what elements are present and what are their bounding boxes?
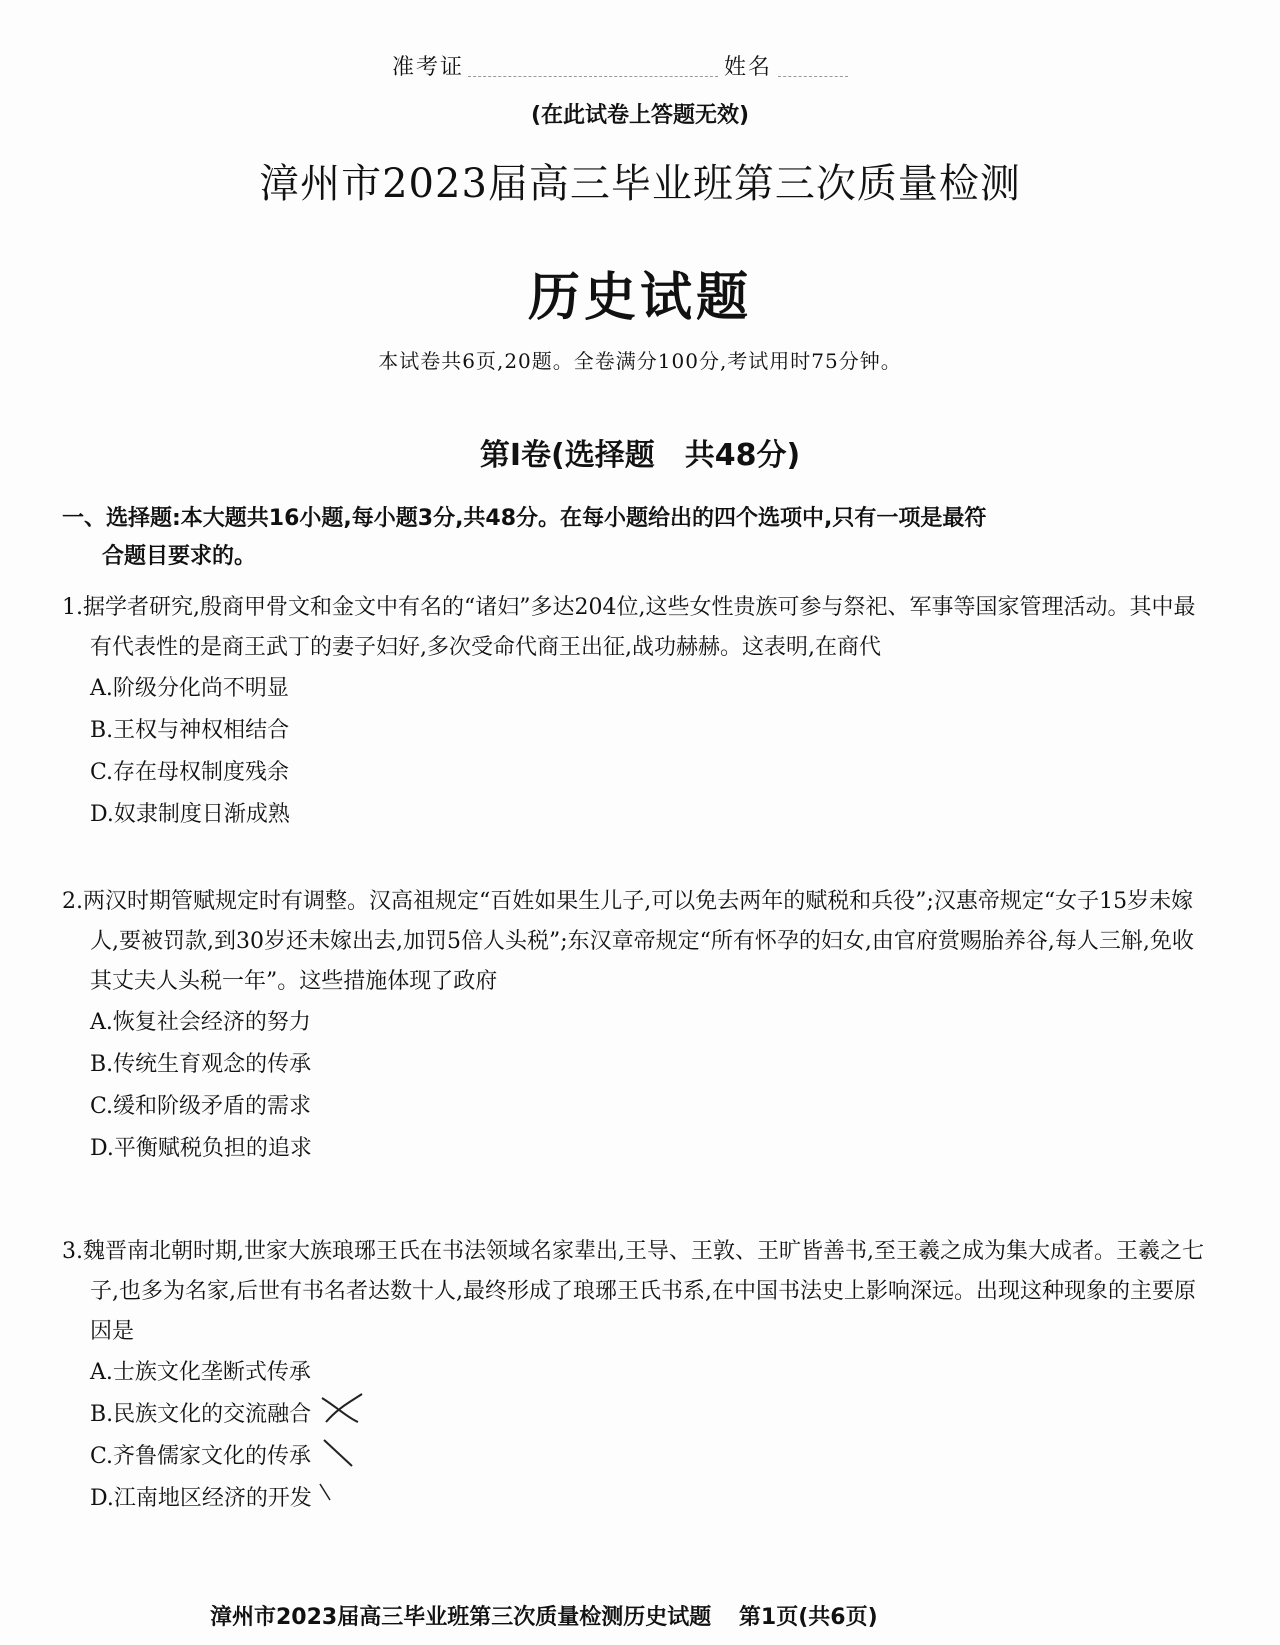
page-number: 第1页(共6页) — [738, 1605, 878, 1630]
question-stem: 3.魏晋南北朝时期,世家大族琅琊王氏在书法领域名家辈出,王导、王敦、王旷皆善书,至王羲之成为集大成者。王羲之七子,也多为名家,后世有书名者达数十人,最终形成了琅琊王氏书系,在中国书法史上影响深远。出现这种现象的主要原因是 — [62, 1239, 1204, 1344]
instruction-line-2: 合题目要求的。 — [102, 544, 257, 569]
option-d: D.奴隶制度日渐成熟 — [90, 802, 290, 827]
instruction-line-1: 一、选择题:本大题共16小题,每小题3分,共48分。在每小题给出的四个选项中,只有一项是最符 — [62, 506, 987, 531]
footer-title: 漳州市2023届高三毕业班第三次质量检测历史试题 — [210, 1605, 712, 1630]
option-d: D.江南地区经济的开发 — [90, 1486, 312, 1511]
option-a: A.阶级分化尚不明显 — [90, 676, 289, 701]
question-stem: 1.据学者研究,殷商甲骨文和金文中有名的“诸妇”多达204位,这些女性贵族可参与祭祀、军事等国家管理活动。其中最有代表性的是商王武丁的妻子妇好,多次受命代商王出征,战功赫赫。这表明,在商代 — [62, 595, 1196, 660]
option-c: C.存在母权制度残余 — [90, 760, 290, 785]
admission-label: 准考证 — [392, 55, 465, 80]
option-b: B.传统生育观念的传承 — [90, 1052, 312, 1077]
exam-intro: 本试卷共6页,20题。全卷满分100分,考试用时75分钟。 — [378, 349, 902, 373]
name-blank — [778, 76, 848, 77]
option-c: C.缓和阶级矛盾的需求 — [90, 1094, 312, 1119]
question-1 — [62, 588, 1212, 836]
option-b: B.民族文化的交流融合 — [90, 1402, 312, 1427]
question-stem: 2.两汉时期管赋规定时有调整。汉高祖规定“百姓如果生儿子,可以免去两年的赋税和兵役”;汉惠帝规定“女子15岁未嫁人,要被罚款,到30岁还未嫁出去,加罚5倍人头税”;东汉章帝规定“所有怀孕的妇女,由官府赏赐胎养谷,每人三斛,免收其丈夫人头税一年”。这些措施体现了政府 — [62, 889, 1194, 994]
exam-title: 漳州市2023届高三毕业班第三次质量检测 — [259, 161, 1021, 207]
page-footer — [210, 1600, 878, 1631]
option-d: D.平衡赋税负担的追求 — [90, 1136, 312, 1161]
name-label: 姓名 — [724, 55, 773, 80]
admission-blank — [468, 76, 718, 77]
subject-title: 历史试题 — [527, 268, 752, 328]
option-a: A.士族文化垄断式传承 — [90, 1360, 311, 1385]
handwritten-mark — [318, 1388, 378, 1508]
section-title: 第Ⅰ卷(选择题 共48分) — [479, 438, 801, 473]
question-3 — [62, 1232, 1212, 1520]
section-instruction — [62, 500, 1212, 576]
option-a: A.恢复社会经济的努力 — [90, 1010, 311, 1035]
option-c: C.齐鲁儒家文化的传承 — [90, 1444, 312, 1469]
candidate-fields — [392, 50, 848, 81]
question-2 — [62, 882, 1212, 1170]
option-b: B.王权与神权相结合 — [90, 718, 290, 743]
answer-invalid-note: (在此试卷上答题无效) — [530, 103, 750, 128]
